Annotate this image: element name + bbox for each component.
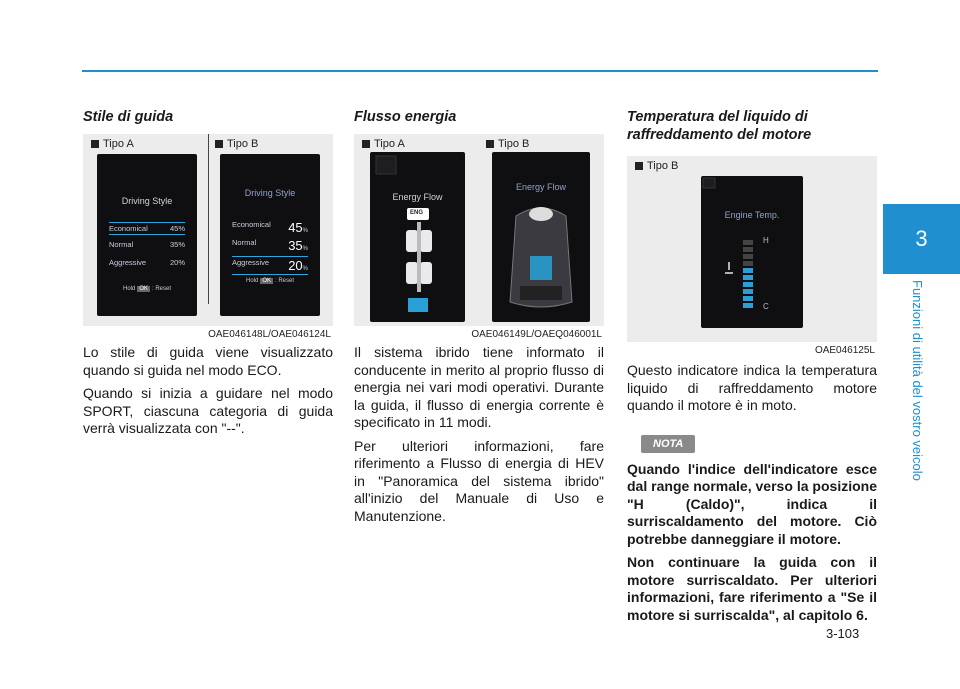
- engine-temp-screen: [701, 176, 803, 328]
- section-title: Stile di guida: [83, 109, 174, 125]
- hot-label: H: [763, 236, 769, 245]
- screen-title: Engine Temp.: [724, 210, 780, 220]
- row-aggressive: Aggressive 20%: [109, 258, 185, 267]
- temp-gauge: [701, 176, 803, 328]
- square-bullet-icon: [91, 140, 99, 148]
- square-bullet-icon: [635, 162, 643, 170]
- coolant-thermometer-icon: [725, 262, 733, 274]
- section-driving-style: [83, 108, 333, 444]
- row-economical: Economical 45%: [232, 220, 308, 235]
- body-text: Il sistema ibrido tiene informato il conducente in merito al proprio flusso di energia nei vari modi operativi. Durante la guida, il flusso di energia corrente è specificato in 11 modi. Per ulteriori informazioni, fare riferimento a Flusso di energia di HEV in "Panoramica del sistema ibrido" all'inizio del Manuale di Uso e Manutenzione.: [354, 344, 604, 524]
- engine-label: ENG: [410, 210, 424, 216]
- section-engine-temp: [627, 108, 877, 630]
- square-bullet-icon: [215, 140, 223, 148]
- screen-title: Driving Style: [121, 196, 173, 206]
- square-bullet-icon: [362, 140, 370, 148]
- row-economical: Economical 45%: [109, 224, 185, 233]
- figure-energy-flow: [354, 134, 604, 340]
- note-badge: NOTA: [641, 435, 695, 453]
- figure-label-a: Tipo A: [91, 138, 134, 150]
- screen-title: Energy Flow: [392, 192, 443, 202]
- section-title: Temperatura del liquido di raffreddamento del motore: [627, 109, 812, 143]
- figure-label-a: Tipo A: [362, 138, 405, 150]
- figure-label-b: Tipo B: [215, 138, 258, 150]
- figure-divider: [208, 134, 209, 304]
- hold-reset-hint: Hold OK : Reset: [245, 278, 295, 284]
- figure-engine-temp: [627, 156, 877, 356]
- section-title: Flusso energia: [354, 109, 457, 125]
- driving-style-screen-b: [220, 154, 320, 316]
- note-text: Quando l'indice dell'indicatore esce dal range normale, verso la posizione "H (Caldo)", indica il surriscaldamento del motore. Ciò potrebbe danneggiare il motore. Non continuare la guida con il motore surriscaldato. Per ulteriori informazioni, fare riferimento a "Se il motore si surriscalda", al capitolo 6.: [627, 460, 877, 623]
- screen-title: Driving Style: [244, 188, 296, 198]
- body-text: Questo indicatore indica la temperatura liquido di raffreddamento motore quando il motore è in moto.: [627, 362, 877, 413]
- chapter-tab: 3: [883, 204, 960, 274]
- energy-flow-screen-a: [370, 152, 465, 322]
- figure-label-b: Tipo B: [635, 160, 678, 172]
- row-normal: Normal 35%: [109, 240, 185, 249]
- figure-code: OAE046148L/OAE046124L: [208, 329, 331, 340]
- hold-reset-hint: Hold OK : Reset: [122, 286, 172, 292]
- cold-label: C: [763, 302, 769, 311]
- figure-code: OAE046125L: [814, 345, 875, 356]
- section-energy-flow: [354, 108, 604, 531]
- top-rule: [82, 70, 878, 72]
- page-number: 3-103: [826, 626, 860, 641]
- body-text: Lo stile di guida viene visualizzato quando si guida nel modo ECO. Quando si inizia a guidare nel modo SPORT, ciascuna categoria di guida verrà visualizzata con "--".: [83, 344, 333, 436]
- chapter-side-title: Funzioni di utilità del vostro veicolo: [910, 280, 925, 481]
- row-normal: Normal 35%: [232, 238, 308, 253]
- row-aggressive: Aggressive 20%: [232, 258, 308, 273]
- car-top-view-illustration: [492, 152, 590, 322]
- figure-driving-style: [83, 134, 333, 340]
- energy-flow-screen-b: [492, 152, 590, 322]
- screen-title: Energy Flow: [515, 182, 567, 192]
- figure-code: OAE046149L/OAEQ046001L: [471, 329, 602, 340]
- energy-flow-diagram: [370, 152, 465, 322]
- driving-style-screen-a: [97, 154, 197, 316]
- square-bullet-icon: [486, 140, 494, 148]
- figure-label-b: Tipo B: [486, 138, 529, 150]
